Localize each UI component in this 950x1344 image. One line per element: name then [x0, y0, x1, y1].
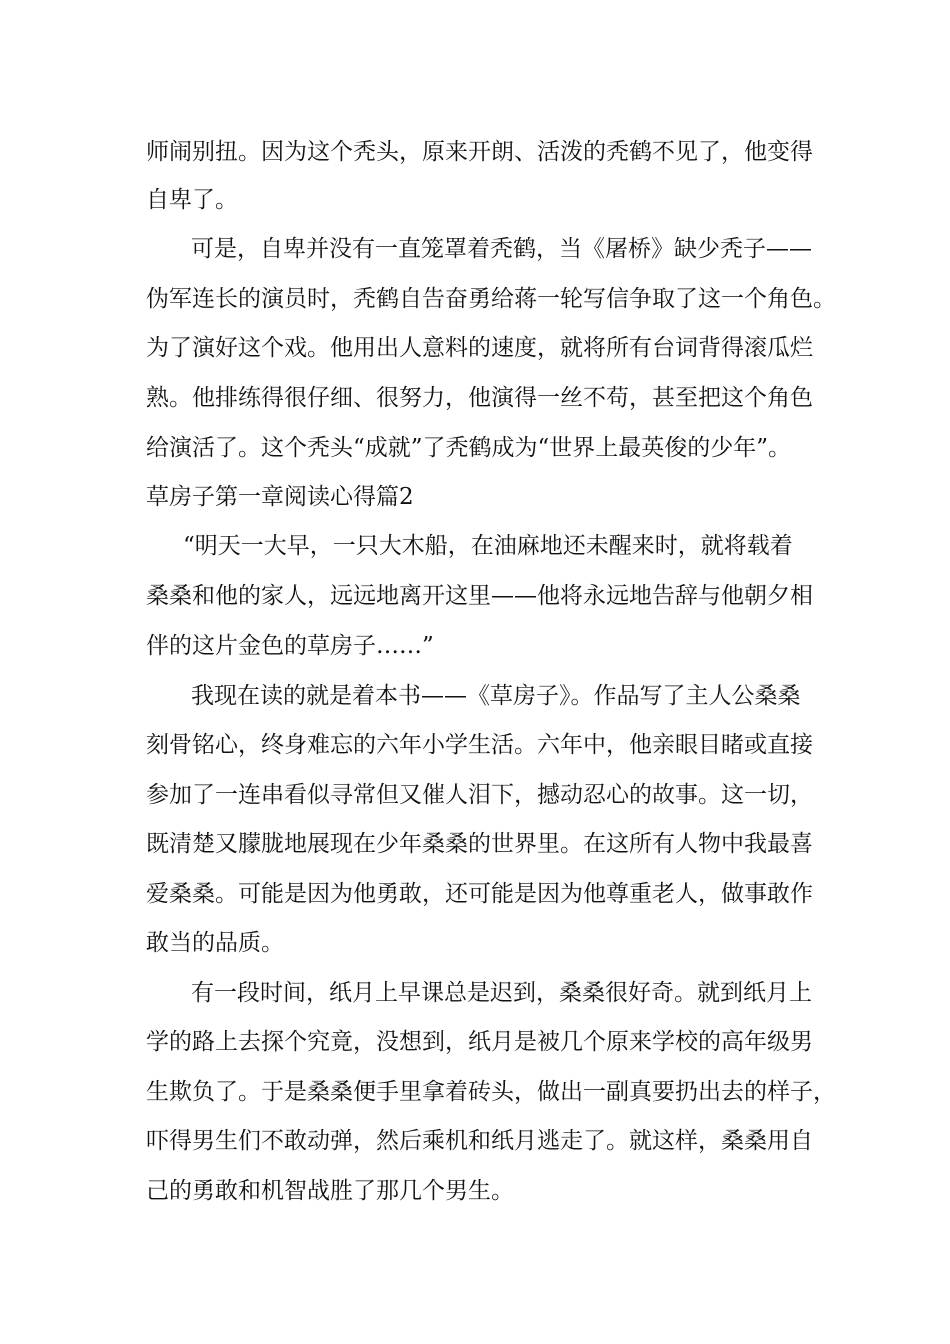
paragraph-4-line-6: 敢当的品质。: [146, 930, 284, 956]
quote-line-2: 桑桑和他的家人，远远地离开这里——他将永远地告辞与他朝夕相: [146, 583, 813, 609]
paragraph-5-line-5: 己的勇敢和机智战胜了那几个男生。: [146, 1178, 514, 1204]
quote-line-1: “明天一大早，一只大木船，在油麻地还未醒来时，就将载着: [183, 533, 793, 559]
paragraph-5-line-1: 有一段时间，纸月上早课总是迟到，桑桑很好奇。就到纸月上: [191, 980, 812, 1006]
paragraph-5-line-3: 生欺负了。于是桑桑便手里拿着砖头，做出一副真要扔出去的样子，: [146, 1079, 836, 1105]
paragraph-5-line-2: 学的路上去探个究竟，没想到，纸月是被几个原来学校的高年级男: [146, 1029, 813, 1055]
paragraph-2-line-5: 给演活了。这个秃头“成就”了秃鹤成为“世界上最英俊的少年”。: [146, 435, 792, 461]
paragraph-4-line-3: 参加了一连串看似寻常但又催人泪下，撼动忍心的故事。这一切，: [146, 782, 813, 808]
paragraph-1-line-2: 自卑了。: [146, 187, 238, 213]
section-heading: 草房子第一章阅读心得篇2: [146, 484, 414, 510]
quote-line-3: 伴的这片金色的草房子……”: [146, 633, 434, 659]
paragraph-2-line-3: 为了演好这个戏。他用出人意料的速度，就将所有台词背得滚瓜烂: [146, 335, 813, 361]
paragraph-2-line-4: 熟。他排练得很仔细、很努力，他演得一丝不苟，甚至把这个角色: [146, 385, 813, 411]
paragraph-4-line-4: 既清楚又朦胧地展现在少年桑桑的世界里。在这所有人物中我最喜: [146, 831, 813, 857]
paragraph-4-line-1: 我现在读的就是着本书——《草房子》。作品写了主人公桑桑: [191, 683, 801, 709]
paragraph-4-line-2: 刻骨铭心，终身难忘的六年小学生活。六年中，他亲眼目睹或直接: [146, 732, 813, 758]
paragraph-1-line-1: 师闹别扭。因为这个秃头，原来开朗、活泼的秃鹤不见了，他变得: [146, 139, 813, 165]
paragraph-5-line-4: 吓得男生们不敢动弹，然后乘机和纸月逃走了。就这样，桑桑用自: [146, 1128, 813, 1154]
paragraph-2-line-2: 伪军连长的演员时，秃鹤自告奋勇给蒋一轮写信争取了这一个角色。: [146, 286, 836, 312]
paragraph-4-line-5: 爱桑桑。可能是因为他勇敢，还可能是因为他尊重老人，做事敢作: [146, 881, 813, 907]
paragraph-2-line-1: 可是，自卑并没有一直笼罩着秃鹤，当《屠桥》缺少秃子——: [191, 236, 812, 262]
